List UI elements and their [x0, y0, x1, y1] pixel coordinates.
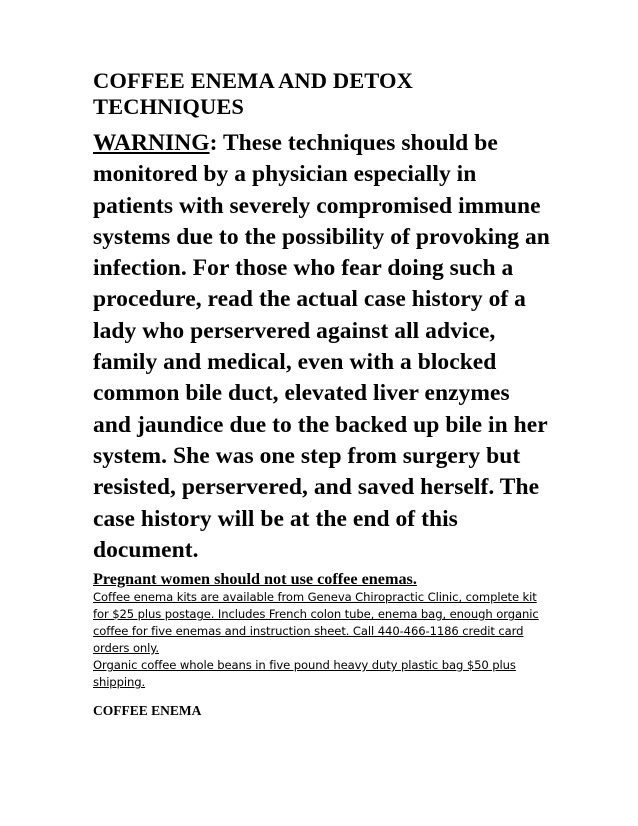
warning-paragraph	[93, 128, 553, 566]
warning-label: WARNING	[93, 130, 210, 156]
kit-availability-info	[93, 589, 553, 691]
beans-info-text: Organic coffee whole beans in five pound heavy duty plastic bag $50 plus shipping.	[93, 658, 516, 690]
pregnancy-notice: Pregnant women should not use coffee enemas.	[93, 570, 417, 589]
document-page	[93, 68, 553, 719]
section-heading-coffee-enema: COFFEE ENEMA	[93, 703, 202, 719]
kit-info-text: Coffee enema kits are available from Geneva Chiropractic Clinic, complete kit for $25 plus postage. Includes French colon tube, enema bag, enough organic coffee for five enemas and instruction sheet. Call 440-466-1186 credit card orders only.	[93, 590, 539, 656]
warning-text: : These techniques should be monitored by a physician especially in patients with severely compromised immune systems due to the possibility of provoking an infection. For those who fear doing such a procedure, read the actual case history of a lady who perservered against all advice, family and medical, even with a blocked common bile duct, elevated liver enzymes and jaundice due to the backed up bile in her system. She was one step from surgery but resisted, perservered, and saved herself. The case history will be at the end of this document.	[93, 130, 550, 563]
document-title: COFFEE ENEMA AND DETOX TECHNIQUES	[93, 68, 413, 119]
